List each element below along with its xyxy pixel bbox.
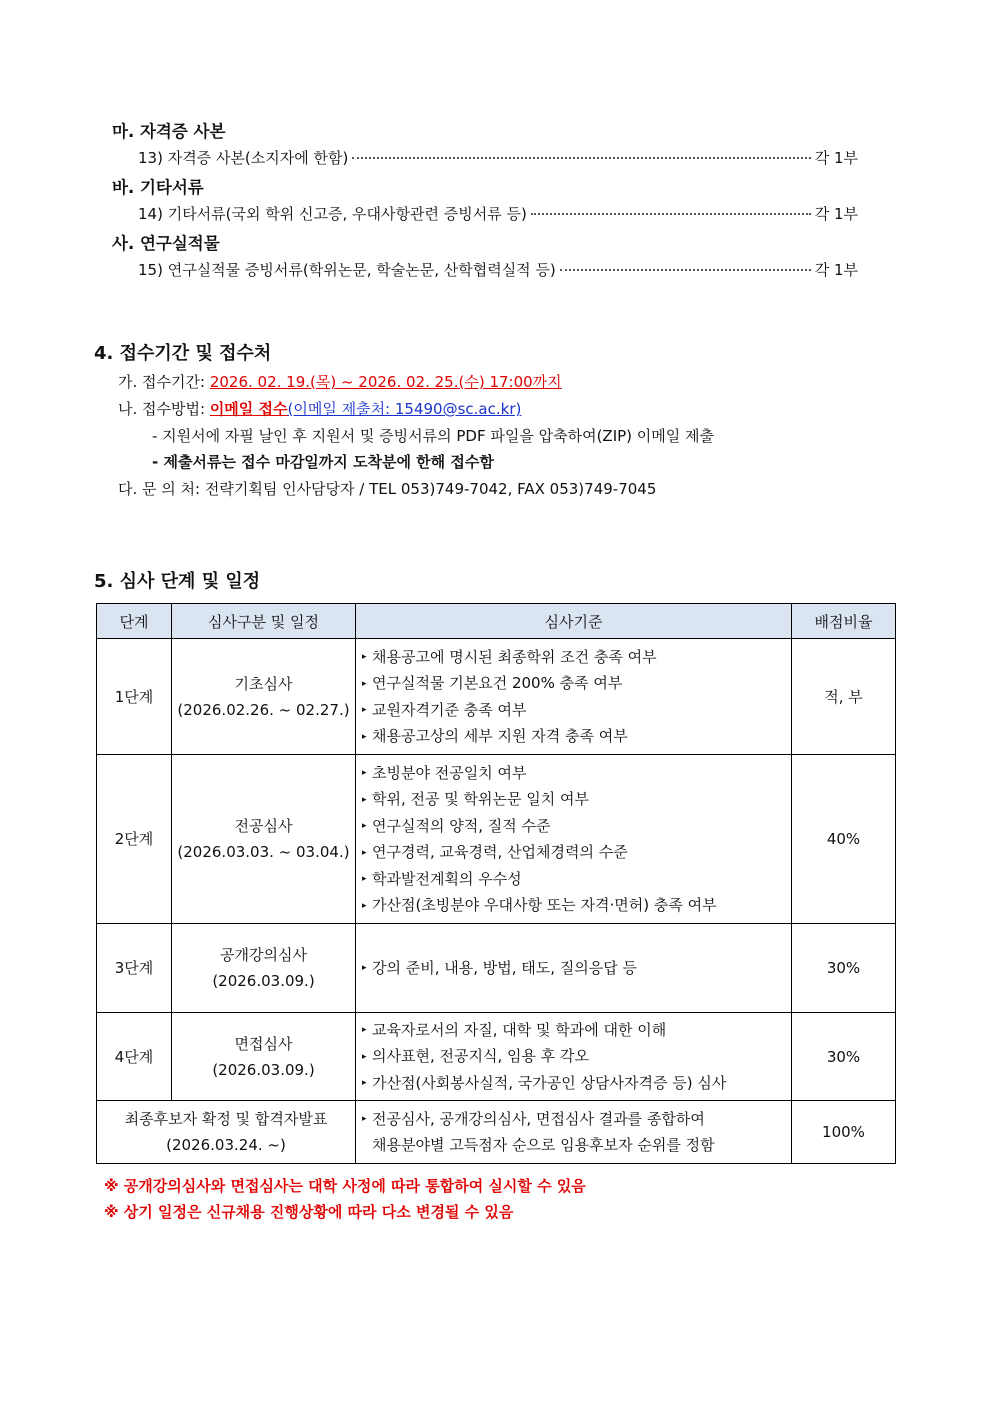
application-period [118,371,562,392]
type-cell [172,755,356,924]
table-row [97,755,896,924]
review-date: (2026.03.09.) [212,1060,315,1079]
doc-item-row [138,203,858,224]
subsection-heading-other-docs: 바. 기타서류 [112,178,204,197]
final-label: 최종후보자 확정 및 합격자발표 [124,1110,328,1128]
criteria-item: ▸ 연구경력, 교육경력, 산업체경력의 수준 [362,839,791,866]
table-header-row [97,604,896,639]
header-type: 심사구분 및 일정 [172,604,356,639]
criteria-item: ▸ 의사표현, 전공지식, 임용 후 각오 [362,1043,791,1070]
doc-item-qty: 각 1부 [814,205,858,223]
leader-dots [560,269,811,271]
doc-item-row [138,147,858,168]
bullet-icon: ▸ [362,1051,367,1062]
subsection-heading-research: 사. 연구실적물 [112,234,220,253]
table-row [97,1013,896,1101]
criteria-item: ▸ 채용공고에 명시된 최종학위 조건 충족 여부 [362,644,791,671]
header-score: 배점비율 [792,604,896,639]
application-method [118,398,521,419]
score-cell: 적, 부 [792,639,896,755]
final-criteria-line: ▸ 전공심사, 공개강의심사, 면접심사 결과를 종합하여 [362,1106,791,1133]
bullet-icon: ▸ [362,874,367,884]
table-row-final [97,1101,896,1164]
criteria-item: ▸ 가산점(초빙분야 우대사항 또는 자격·면허) 충족 여부 [362,892,791,919]
criteria-item: ▸ 교원자격기준 충족 여부 [362,697,791,724]
doc-item-qty: 각 1부 [814,149,858,167]
note-line: ※ 상기 일정은 신규채용 진행상황에 따라 다소 변경될 수 있음 [104,1203,514,1221]
deadline-note: - 제출서류는 접수 마감일까지 도착분에 한해 접수함 [152,453,494,471]
criteria-item: ▸ 학위, 전공 및 학위논문 일치 여부 [362,786,791,813]
leader-dots [352,157,810,159]
bullet-icon: ▸ [362,963,367,974]
criteria-item: ▸ 교육자로서의 자질, 대학 및 학과에 대한 이해 [362,1017,791,1044]
final-criteria-cell [356,1101,792,1164]
period-value: 2026. 02. 19.(목) ~ 2026. 02. 25.(수) 17:00까지 [209,373,562,391]
review-date: (2026.03.09.) [212,972,315,990]
bullet-icon: ▸ [362,900,367,911]
review-date: (2026.03.03. ~ 03.04.) [177,843,350,861]
final-stage-cell [97,1101,356,1164]
criteria-item: ▸ 가산점(사회봉사실적, 국가공인 상담사자격증 등) 심사 [362,1070,791,1097]
criteria-item: ▸ 연구실적의 양적, 질적 수준 [362,813,791,840]
criteria-cell [356,1013,792,1101]
score-cell: 40% [792,755,896,924]
criteria-item: ▸ 연구실적물 기본요건 200% 충족 여부 [362,670,791,697]
score-cell: 100% [792,1101,896,1164]
review-type: 전공심사 [234,817,293,835]
criteria-item: ▸ 채용공고상의 세부 지원 자격 충족 여부 [362,723,791,750]
score-cell: 30% [792,924,896,1013]
bullet-icon: ▸ [362,768,367,778]
review-type: 공개강의심사 [220,946,307,964]
review-type: 기초심사 [234,674,293,693]
bullet-icon: ▸ [362,1078,367,1089]
doc-item-label: 15) 연구실적물 증빙서류(학위논문, 학술논문, 산학협력실적 등) [138,261,556,279]
criteria-item: ▸ 학과발전계획의 우수성 [362,866,791,893]
doc-item-row [138,259,858,280]
bullet-icon: ▸ [362,1025,367,1036]
leader-dots [531,213,811,215]
table-row [97,924,896,1013]
type-cell [172,924,356,1013]
criteria-cell [356,639,792,755]
stage-cell: 2단계 [97,755,172,924]
method-value: 이메일 접수 [209,400,288,418]
header-stage: 단계 [97,604,172,639]
doc-item-label: 14) 기타서류(국외 학위 신고증, 우대사항관련 증빙서류 등) [138,205,527,223]
criteria-item: ▸ 초빙분야 전공일치 여부 [362,760,791,787]
type-cell [172,1013,356,1101]
section-title-review: 5. 심사 단계 및 일정 [94,571,261,592]
doc-item-qty: 각 1부 [814,261,858,279]
bullet-icon: ▸ [362,794,367,805]
bullet-icon: ▸ [362,847,367,858]
stage-cell: 4단계 [97,1013,172,1101]
header-criteria: 심사기준 [356,604,792,639]
review-date: (2026.02.26. ~ 02.27.) [177,700,350,719]
doc-item-label: 13) 자격증 사본(소지자에 한함) [138,149,349,167]
final-criteria-line: 채용분야별 고득점자 순으로 임용후보자 순위를 정함 [372,1136,715,1155]
final-date: (2026.03.24. ~) [166,1136,286,1154]
score-cell: 30% [792,1013,896,1101]
method-label: 나. 접수방법: [118,400,210,418]
stage-cell: 1단계 [97,639,172,755]
review-type: 면접심사 [234,1034,293,1053]
review-schedule-table [96,603,896,1164]
section-title-application: 4. 접수기간 및 접수처 [94,343,272,364]
criteria-cell [356,755,792,924]
note-line: ※ 공개강의심사와 면접심사는 대학 사정에 따라 통합하여 실시할 수 있음 [104,1177,586,1195]
bullet-icon: ▸ [362,705,367,715]
period-label: 가. 접수기간: [118,373,210,391]
type-cell [172,639,356,755]
stage-cell: 3단계 [97,924,172,1013]
bullet-icon: ▸ [362,678,367,689]
subsection-heading-certificate: 마. 자격증 사본 [112,122,226,141]
contact-info: 다. 문 의 처: 전략기획팀 인사담당자 / TEL 053)749-7042, FAX 053)749-7045 [118,480,657,498]
bullet-icon: ▸ [362,731,367,742]
criteria-cell [356,924,792,1013]
bullet-icon: ▸ [362,1114,367,1125]
criteria-item: ▸ 강의 준비, 내용, 방법, 태도, 질의응답 등 [362,955,791,982]
bullet-icon: ▸ [362,821,367,831]
bullet-icon: ▸ [362,652,367,662]
submission-email-link[interactable]: (이메일 제출처: 15490@sc.ac.kr) [287,400,522,418]
submission-note: - 지원서에 자필 날인 후 지원서 및 증빙서류의 PDF 파일을 압축하여(ZIP) 이메일 제출 [152,427,715,445]
table-row [97,639,896,755]
